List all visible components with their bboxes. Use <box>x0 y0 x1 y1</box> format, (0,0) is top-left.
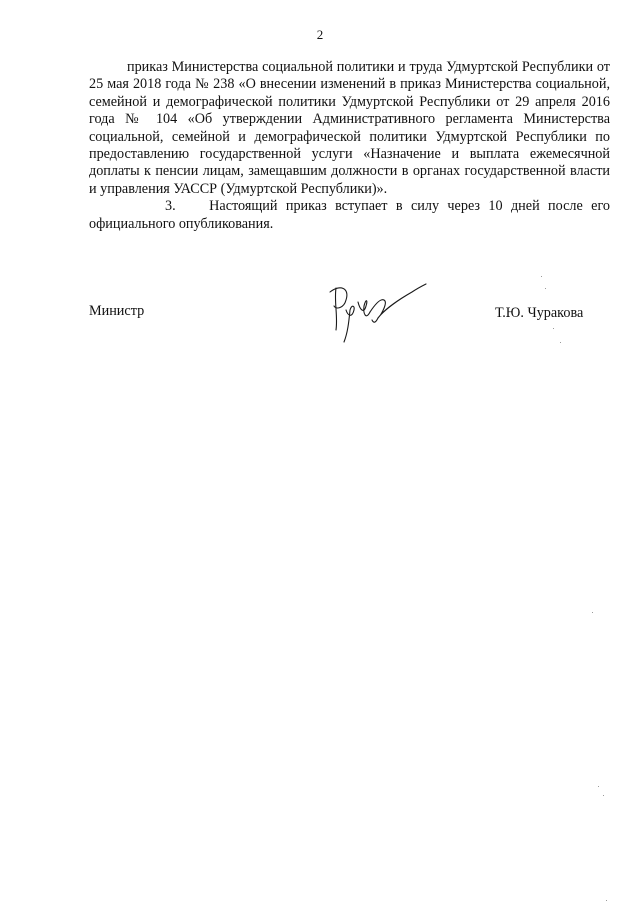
signatory-title: Министр <box>89 303 145 319</box>
signatory-name: Т.Ю. Чуракова <box>495 305 584 321</box>
paragraph-item-3 <box>89 198 610 233</box>
item-text: Настоящий приказ вступает в силу через 10 дней после его официального опубликования. <box>89 198 610 232</box>
document-body <box>89 59 610 233</box>
scan-speck <box>560 342 561 343</box>
scan-speck <box>553 328 554 329</box>
signature-image <box>322 280 432 346</box>
scan-speck <box>545 288 546 289</box>
scan-speck <box>603 795 604 796</box>
page-number: 2 <box>316 27 324 42</box>
item-number: 3. <box>165 198 176 215</box>
scan-speck <box>598 786 599 787</box>
scan-speck <box>606 900 607 901</box>
scan-speck <box>541 276 542 277</box>
scan-speck <box>592 612 593 613</box>
paragraph-continuation: приказ Министерства социальной политики и труда Удмуртской Республики от 25 мая 2018 года № 238 «О внесении изменений в приказ Министерства социальной, семейной и демографической политики Удмуртской Республики от 29 апреля 2016 года № 104 «Об утверждении Административного регламента Министерства социальной, семейной и демографической политики Удмуртской Республики по предоставлению государственной услуги «Назначение и выплата ежемесячной доплаты к пенсии лицам, замещавшим должности в органах государственной власти и управления УАССР (Удмуртской Республики)». <box>89 59 610 197</box>
